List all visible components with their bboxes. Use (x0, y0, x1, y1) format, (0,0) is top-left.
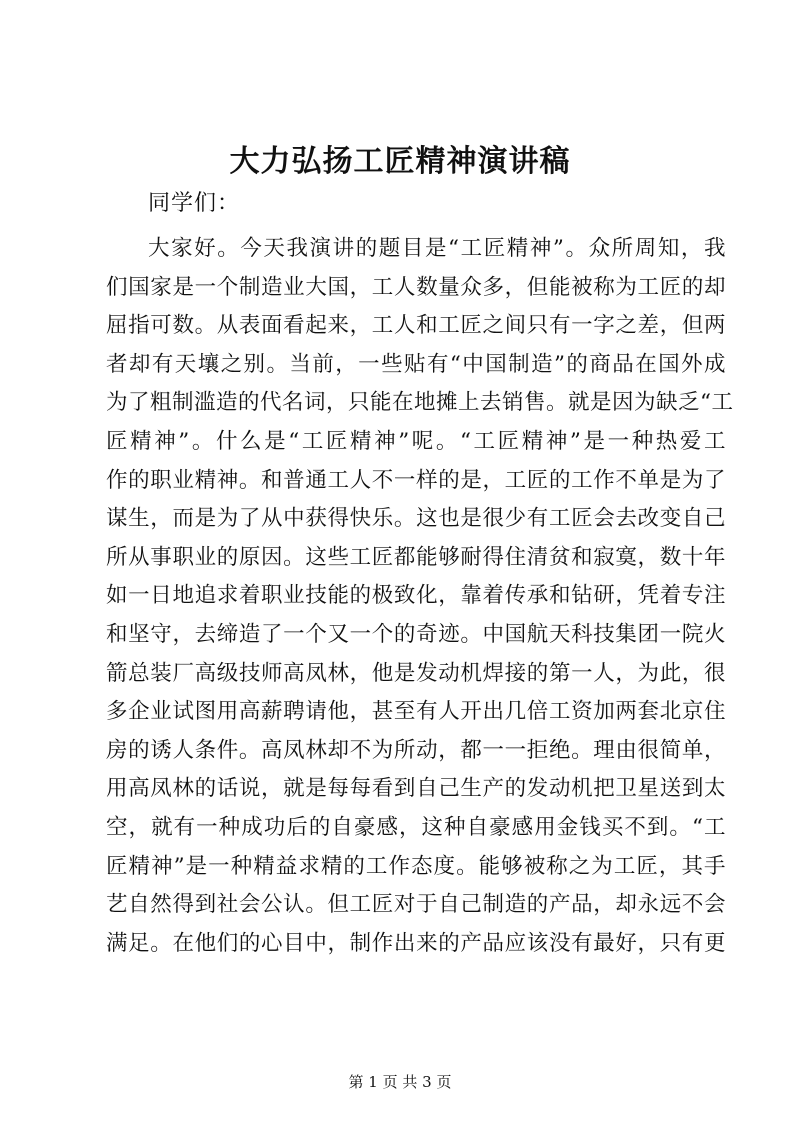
body-line: 作的职业精神。和普通工人不一样的是，工匠的工作不单是为了 (106, 467, 726, 493)
body-line: 匠精神”。什么是“工匠精神”呢。“工匠精神”是一种热爱工 (106, 428, 726, 454)
body-text (106, 230, 734, 963)
body-line: 艺自然得到社会公认。但工匠对于自己制造的产品，却永远不会 (106, 892, 726, 918)
page-footer: 第 1 页 共 3 页 (348, 1073, 452, 1091)
body-line: 箭总装厂高级技师高凤林，他是发动机焊接的第一人，为此，很 (106, 660, 726, 686)
body-line: 和坚守，去缔造了一个又一个的奇迹。中国航天科技集团一院火 (106, 621, 726, 647)
body-line: 者却有天壤之别。当前，一些贴有“中国制造”的商品在国外成 (106, 351, 726, 377)
body-line: 多企业试图用高薪聘请他，甚至有人开出几倍工资加两套北京住 (106, 699, 726, 725)
body-line: 为了粗制滥造的代名词，只能在地摊上去销售。就是因为缺乏“工 (106, 390, 734, 416)
body-line: 所从事职业的原因。这些工匠都能够耐得住清贫和寂寞，数十年 (106, 544, 726, 570)
body-line: 大家好。今天我演讲的题目是“工匠精神”。众所周知，我 (148, 236, 726, 261)
body-line: 用高凤林的话说，就是每每看到自己生产的发动机把卫星送到太 (106, 776, 726, 802)
body-line: 空，就有一种成功后的自豪感，这种自豪感用金钱买不到。“工 (106, 814, 726, 840)
body-line: 如一日地追求着职业技能的极致化，靠着传承和钻研，凭着专注 (106, 583, 726, 609)
document-title: 大力弘扬工匠精神演讲稿 (229, 144, 571, 179)
greeting: 同学们： (148, 191, 241, 216)
body-line: 屈指可数。从表面看起来，工人和工匠之间只有一字之差，但两 (106, 313, 726, 339)
body-line: 房的诱人条件。高凤林却不为所动，都一一拒绝。理由很简单， (106, 737, 726, 763)
body-line: 们国家是一个制造业大国，工人数量众多，但能被称为工匠的却 (106, 274, 726, 300)
body-line: 满足。在他们的心目中，制作出来的产品应该没有最好，只有更 (106, 930, 726, 956)
body-line: 匠精神”是一种精益求精的工作态度。能够被称之为工匠，其手 (106, 853, 726, 879)
body-line: 谋生，而是为了从中获得快乐。这也是很少有工匠会去改变自己 (106, 506, 726, 532)
